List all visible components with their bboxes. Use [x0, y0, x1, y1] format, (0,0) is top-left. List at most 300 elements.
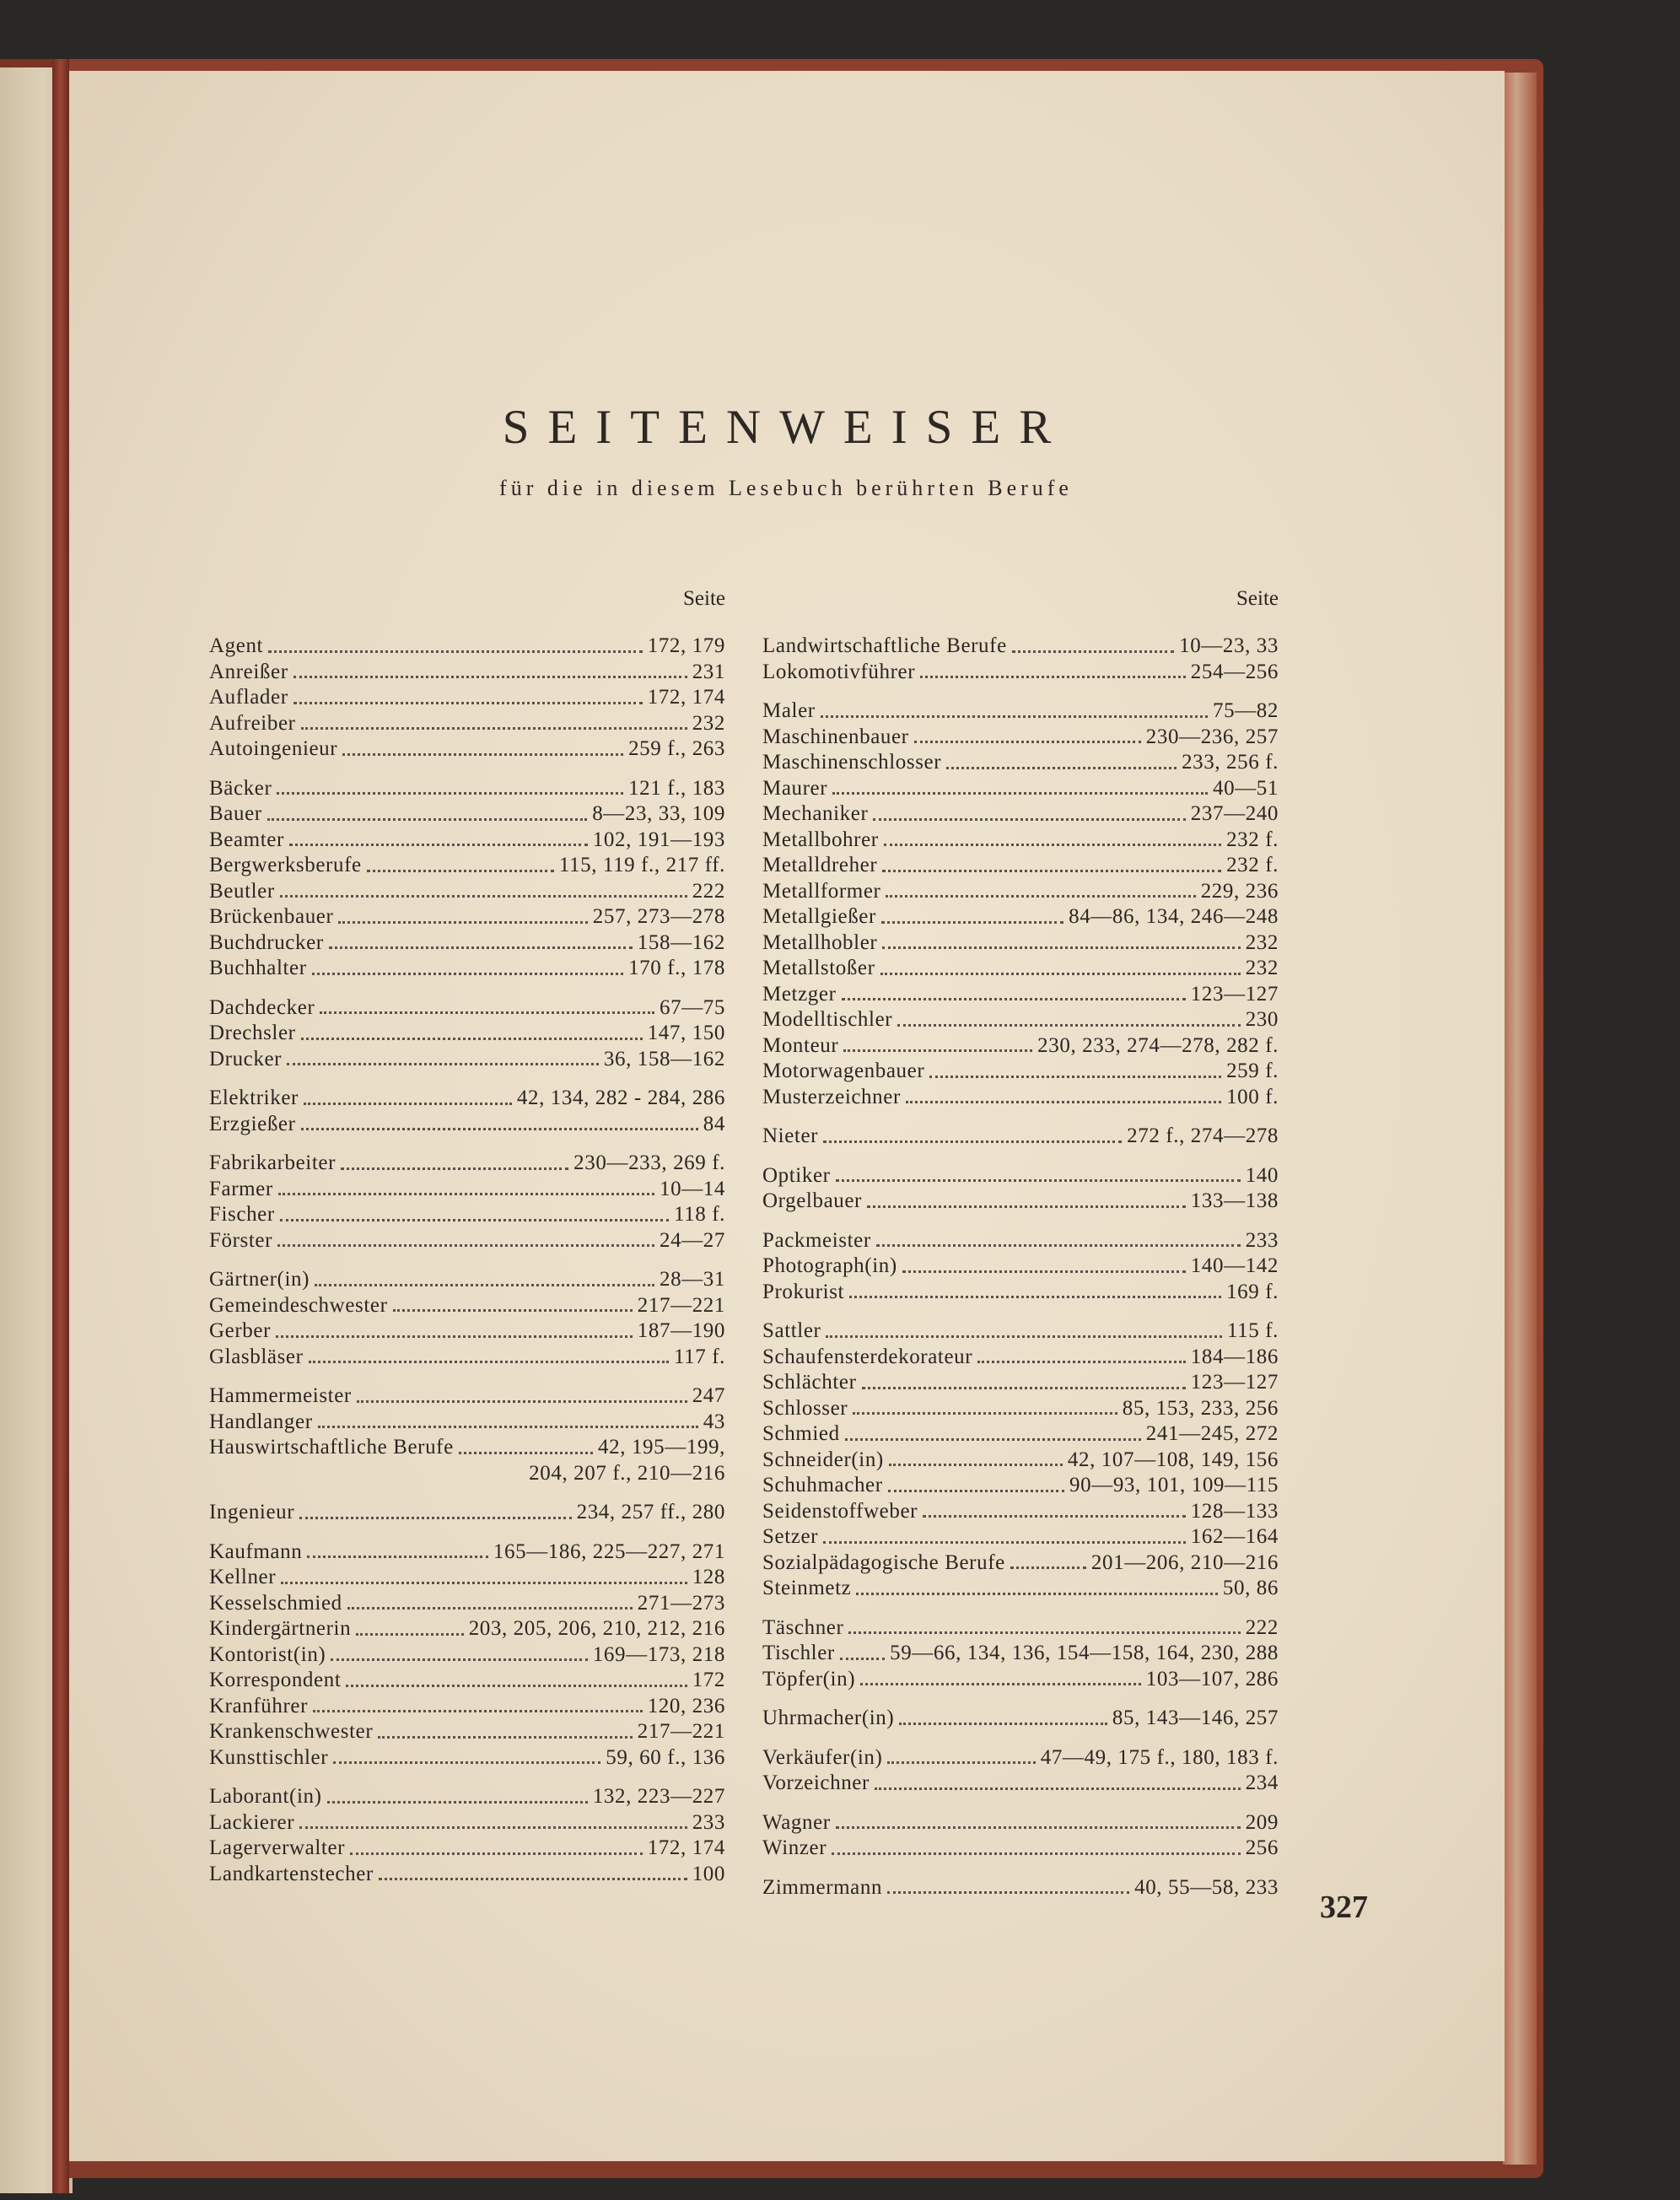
- entry-pages: 272 f., 274—278: [1127, 1124, 1279, 1147]
- dot-leader: [299, 1517, 571, 1519]
- index-entry: [209, 711, 725, 737]
- index-entry: [762, 1524, 1279, 1550]
- dot-leader: [856, 1593, 1218, 1595]
- index-entry: [762, 1448, 1279, 1474]
- index-entry: [209, 904, 725, 930]
- entry-name: Landwirtschaftliche Berufe: [762, 634, 1007, 657]
- entry-pages: 241—245, 272: [1145, 1422, 1279, 1445]
- entry-pages: 232: [1245, 930, 1279, 954]
- index-entry: [762, 776, 1279, 802]
- dot-leader: [849, 1296, 1221, 1298]
- entry-name: Schlosser: [762, 1396, 848, 1420]
- entry-pages: 100: [692, 1862, 725, 1885]
- index-entry: [762, 634, 1279, 660]
- entry-pages: 170 f., 178: [628, 957, 725, 979]
- index-column-right: [762, 581, 1279, 1914]
- index-entry: [762, 930, 1279, 957]
- entry-pages: 67—75: [660, 995, 725, 1019]
- index-entry: [762, 904, 1279, 930]
- entry-pages: 43: [703, 1410, 725, 1433]
- entry-name: Maschinenbauer: [762, 725, 909, 748]
- dot-leader: [301, 727, 687, 730]
- entry-pages: 230: [1245, 1008, 1279, 1031]
- dot-leader: [880, 973, 1241, 975]
- entry-name: Auflader: [209, 686, 288, 709]
- entry-name: Ingenieur: [209, 1501, 295, 1523]
- entry-name: Setzer: [762, 1525, 819, 1548]
- index-entry: [762, 1370, 1279, 1396]
- entry-pages: 222: [1245, 1615, 1279, 1639]
- index-entry: [762, 1396, 1279, 1422]
- entry-name: Uhrmacher(in): [762, 1707, 895, 1729]
- dot-leader: [287, 1063, 599, 1065]
- entry-pages: 169 f.: [1226, 1280, 1279, 1303]
- dot-leader: [356, 1633, 463, 1636]
- entry-pages: 233, 256 f.: [1182, 751, 1279, 774]
- dot-leader: [832, 1852, 1241, 1855]
- index-entry: [209, 685, 725, 711]
- entry-name: Wagner: [762, 1810, 831, 1834]
- entry-pages: 217—221: [637, 1293, 725, 1317]
- entry-name: Fabrikarbeiter: [209, 1151, 337, 1174]
- entry-group: [209, 995, 725, 1073]
- dot-leader: [304, 1103, 512, 1105]
- dot-leader: [821, 715, 1208, 718]
- entry-name: Winzer: [762, 1836, 827, 1859]
- entry-pages: 123—127: [1190, 1371, 1279, 1394]
- dot-leader: [301, 1128, 698, 1130]
- dot-leader: [268, 650, 643, 653]
- entry-name: Krankenschwester: [209, 1720, 374, 1743]
- dot-leader: [836, 1179, 1241, 1182]
- index-entry: [209, 1694, 725, 1720]
- entry-name: Aufreiber: [209, 711, 296, 735]
- dot-leader: [307, 1556, 488, 1558]
- entry-pages: 118 f.: [674, 1203, 725, 1226]
- entry-name: Zimmermann: [762, 1875, 883, 1899]
- dot-leader: [840, 1658, 885, 1660]
- entry-pages: 85, 143—146, 257: [1112, 1707, 1279, 1729]
- entry-name: Verkäufer(in): [762, 1745, 883, 1769]
- entry-name: Sozialpädagogische Berufe: [762, 1550, 1005, 1574]
- index-entry: [209, 1810, 725, 1836]
- entry-pages: 42, 107—108, 149, 156: [1067, 1448, 1279, 1471]
- entry-pages: 115 f.: [1227, 1319, 1279, 1342]
- entry-pages: 128: [692, 1566, 725, 1588]
- dot-leader: [347, 1607, 633, 1610]
- entry-group: [762, 1615, 1279, 1693]
- entry-name: Photograph(in): [762, 1254, 897, 1277]
- index-entry: [209, 1047, 725, 1073]
- index-entry: [209, 1293, 725, 1319]
- dot-leader: [920, 676, 1186, 678]
- index-entry: [762, 1124, 1279, 1150]
- entry-name: Schneider(in): [762, 1448, 884, 1471]
- entry-name: Buchhalter: [209, 957, 307, 979]
- index-entry: [209, 828, 725, 854]
- index-entry: [762, 1059, 1279, 1085]
- entry-pages: 172, 174: [647, 686, 725, 709]
- index-entry-continuation: [209, 1461, 725, 1487]
- entry-pages: 133—138: [1190, 1189, 1279, 1212]
- entry-pages: 47—49, 175 f., 180, 183 f.: [1040, 1745, 1279, 1769]
- index-entry: [762, 1280, 1279, 1306]
- entry-pages: 247: [692, 1384, 725, 1407]
- entry-pages: 8—23, 33, 109: [592, 802, 725, 825]
- entry-name: Monteur: [762, 1033, 839, 1057]
- entry-group: [762, 1810, 1279, 1862]
- entry-pages: 40—51: [1213, 776, 1279, 800]
- seite-header: Seite: [1236, 587, 1279, 610]
- entry-group: [762, 698, 1279, 1110]
- page-title: SEITENWEISER: [502, 401, 1070, 454]
- entry-group: [762, 1706, 1279, 1732]
- index-entry: [762, 853, 1279, 879]
- entry-pages: 232: [1245, 957, 1279, 979]
- entry-name: Metallhobler: [762, 930, 878, 954]
- entry-pages: 259 f., 263: [628, 737, 725, 760]
- entry-pages: 217—221: [637, 1720, 725, 1743]
- index-entry: [762, 1576, 1279, 1602]
- entry-name: Gärtner(in): [209, 1268, 310, 1291]
- index-entry: [762, 1254, 1279, 1280]
- dot-leader: [897, 1024, 1240, 1027]
- dot-leader: [886, 895, 1195, 898]
- index-entry: [762, 879, 1279, 905]
- page-number: 327: [1320, 1890, 1368, 1925]
- entry-pages: 59, 60 f., 136: [606, 1745, 725, 1769]
- index-entry: [209, 1318, 725, 1345]
- dot-leader: [836, 1826, 1241, 1829]
- entry-name: Anreißer: [209, 660, 288, 683]
- dot-leader: [842, 998, 1186, 1000]
- index-entry: [209, 634, 725, 660]
- entry-pages: 158—162: [637, 930, 725, 954]
- entry-name: Förster: [209, 1228, 273, 1252]
- dot-leader: [843, 1049, 1032, 1052]
- entry-pages: 140—142: [1190, 1254, 1279, 1277]
- entry-name: Metallstoßer: [762, 957, 875, 979]
- entry-pages: 204, 207 f., 210—216: [529, 1461, 725, 1485]
- entry-name: Mechaniker: [762, 802, 869, 825]
- entry-name: Kellner: [209, 1566, 277, 1588]
- cover-edge: [1503, 73, 1537, 2165]
- entry-pages: 254—256: [1190, 660, 1279, 683]
- entry-name: Kontorist(in): [209, 1642, 326, 1666]
- index-entry: [209, 1642, 725, 1669]
- dot-leader: [1010, 1566, 1086, 1569]
- dot-leader: [331, 1658, 587, 1661]
- entry-name: Bäcker: [209, 776, 272, 800]
- entry-pages: 165—186, 225—227, 271: [493, 1539, 725, 1563]
- entry-pages: 201—206, 210—216: [1090, 1550, 1279, 1574]
- entry-pages: 231: [692, 660, 725, 683]
- index-entry: [762, 1007, 1279, 1033]
- dot-leader: [906, 1101, 1221, 1103]
- entry-pages: 10—23, 33: [1179, 634, 1279, 657]
- entry-group: [209, 1267, 725, 1370]
- dot-leader: [281, 1582, 687, 1584]
- dot-leader: [277, 792, 623, 795]
- index-entry: [209, 1410, 725, 1436]
- index-page: [69, 71, 1505, 2161]
- index-entry: [209, 1539, 725, 1566]
- entry-pages: 232 f.: [1226, 854, 1279, 876]
- index-entry: [209, 879, 725, 905]
- index-entry: [209, 1862, 725, 1888]
- dot-leader: [832, 792, 1208, 795]
- index-entry: [209, 1565, 725, 1591]
- dot-leader: [315, 1284, 654, 1286]
- index-entry: [209, 1616, 725, 1642]
- entry-pages: 172, 174: [647, 1836, 725, 1859]
- entry-pages: 232 f.: [1226, 828, 1279, 851]
- index-entry: [762, 1189, 1279, 1215]
- dot-leader: [293, 702, 643, 704]
- entry-pages: 172: [692, 1669, 725, 1691]
- dot-leader: [329, 946, 633, 949]
- entry-pages: 233: [692, 1810, 725, 1834]
- entry-pages: 102, 191—193: [592, 828, 725, 851]
- entry-group: [209, 1500, 725, 1526]
- dot-leader: [923, 1515, 1186, 1518]
- dot-leader: [929, 1076, 1221, 1078]
- entry-name: Drucker: [209, 1047, 283, 1070]
- entry-name: Buchdrucker: [209, 930, 324, 954]
- entry-name: Metallbohrer: [762, 828, 879, 851]
- entry-name: Brückenbauer: [209, 905, 334, 928]
- dot-leader: [393, 1309, 633, 1312]
- entry-name: Beutler: [209, 879, 275, 903]
- entry-pages: 237—240: [1190, 802, 1279, 825]
- index-entry: [762, 1615, 1279, 1642]
- entry-pages: 203, 205, 206, 210, 212, 216: [468, 1617, 725, 1640]
- entry-pages: 140: [1245, 1163, 1279, 1187]
- index-column-left: [209, 581, 725, 1901]
- dot-leader: [881, 921, 1063, 924]
- index-entry: [762, 828, 1279, 854]
- index-entry: [209, 736, 725, 763]
- entry-pages: 209: [1245, 1810, 1279, 1834]
- dot-leader: [289, 844, 588, 846]
- index-entry: [762, 801, 1279, 828]
- index-entry: [209, 1719, 725, 1745]
- entry-name: Kindergärtnerin: [209, 1617, 352, 1640]
- dot-leader: [309, 1361, 669, 1363]
- entry-pages: 162—164: [1190, 1525, 1279, 1548]
- entry-pages: 257, 273—278: [592, 905, 725, 928]
- entry-name: Lokomotivführer: [762, 660, 916, 683]
- entry-pages: 256: [1245, 1836, 1279, 1859]
- entry-name: Elektriker: [209, 1087, 299, 1109]
- entry-pages: 100 f.: [1226, 1085, 1279, 1108]
- entry-pages: 172, 179: [647, 634, 725, 657]
- dot-leader: [276, 1335, 633, 1338]
- entry-name: Korrespondent: [209, 1669, 342, 1691]
- entry-pages: 147, 150: [647, 1022, 725, 1044]
- entry-pages: 128—133: [1190, 1499, 1279, 1523]
- dot-leader: [875, 1788, 1241, 1790]
- entry-name: Autoingenieur: [209, 737, 338, 760]
- dot-leader: [884, 844, 1221, 846]
- entry-pages: 75—82: [1213, 699, 1279, 722]
- entry-name: Prokurist: [762, 1280, 845, 1303]
- dot-leader: [342, 753, 623, 756]
- index-entry: [209, 1112, 725, 1138]
- entry-pages: 132, 223—227: [592, 1785, 725, 1808]
- entry-name: Musterzeichner: [762, 1085, 901, 1108]
- dot-leader: [333, 1761, 600, 1764]
- entry-name: Landkartenstecher: [209, 1862, 374, 1885]
- dot-leader: [312, 973, 623, 975]
- dot-leader: [887, 1891, 1129, 1894]
- entry-name: Vorzeichner: [762, 1771, 870, 1794]
- entry-pages: 222: [692, 879, 725, 903]
- entry-pages: 184—186: [1190, 1345, 1279, 1368]
- entry-name: Lagerverwalter: [209, 1836, 346, 1859]
- entry-name: Kaufmann: [209, 1539, 303, 1563]
- dot-leader: [459, 1452, 593, 1454]
- entry-groups: [209, 634, 725, 1887]
- entry-name: Töpfer(in): [762, 1667, 856, 1690]
- entry-name: Kesselschmied: [209, 1591, 342, 1615]
- index-entry: [209, 1591, 725, 1617]
- dot-leader: [848, 1631, 1240, 1634]
- entry-pages: 271—273: [637, 1591, 725, 1615]
- dot-leader: [357, 1400, 687, 1403]
- entry-pages: 115, 119 f., 217 ff.: [558, 854, 725, 876]
- index-entry: [762, 1641, 1279, 1667]
- entry-pages: 230, 233, 274—278, 282 f.: [1037, 1033, 1279, 1057]
- entry-group: [762, 1124, 1279, 1150]
- entry-pages: 36, 158—162: [603, 1047, 725, 1070]
- dot-leader: [367, 870, 554, 872]
- index-entry: [209, 1435, 725, 1461]
- seite-header: Seite: [683, 587, 725, 610]
- entry-name: Sattler: [762, 1319, 821, 1342]
- entry-name: Nieter: [762, 1124, 819, 1147]
- entry-name: Täschner: [762, 1615, 844, 1639]
- index-entry: [209, 1784, 725, 1810]
- dot-leader: [327, 1801, 588, 1804]
- entry-name: Steinmetz: [762, 1577, 852, 1599]
- entry-name: Lackierer: [209, 1810, 295, 1834]
- entry-name: Bergwerksberufe: [209, 854, 362, 876]
- dot-leader: [860, 1683, 1141, 1685]
- index-entry: [209, 1086, 725, 1112]
- entry-name: Schmied: [762, 1422, 840, 1445]
- dot-leader: [320, 1011, 654, 1014]
- index-entry: [209, 1345, 725, 1371]
- index-entry: [209, 1228, 725, 1254]
- entry-name: Erzgießer: [209, 1112, 296, 1135]
- entry-group: [762, 1228, 1279, 1306]
- index-entry: [762, 698, 1279, 725]
- index-entry: [209, 1202, 725, 1228]
- entry-name: Schlächter: [762, 1371, 857, 1394]
- dot-leader: [876, 1244, 1241, 1247]
- dot-leader: [280, 1219, 669, 1221]
- dot-leader: [379, 1878, 687, 1880]
- index-entry: [762, 1667, 1279, 1693]
- index-entry: [209, 956, 725, 982]
- entry-pages: 90—93, 101, 109—115: [1069, 1474, 1279, 1496]
- entry-name: Farmer: [209, 1177, 273, 1200]
- entry-name: Handlanger: [209, 1410, 313, 1433]
- dot-leader: [873, 818, 1185, 821]
- dot-leader: [889, 1464, 1063, 1466]
- entry-name: Motorwagenbauer: [762, 1060, 925, 1082]
- entry-name: Metallformer: [762, 879, 881, 903]
- dot-leader: [862, 1387, 1186, 1389]
- dot-leader: [914, 741, 1141, 743]
- index-entry: [762, 750, 1279, 776]
- dot-leader: [887, 1761, 1035, 1764]
- dot-leader: [867, 1205, 1186, 1208]
- index-entry: [762, 956, 1279, 982]
- index-entry: [762, 1771, 1279, 1797]
- index-entry: [209, 1021, 725, 1047]
- index-entry: [209, 660, 725, 686]
- entry-pages: 187—190: [637, 1319, 725, 1342]
- index-entry: [762, 1345, 1279, 1371]
- entry-name: Metzger: [762, 982, 837, 1006]
- entry-pages: 234: [1245, 1771, 1279, 1794]
- entry-name: Metalldreher: [762, 854, 878, 876]
- entry-pages: 84: [703, 1112, 725, 1135]
- entry-name: Fischer: [209, 1203, 275, 1226]
- entry-pages: 42, 134, 282 - 284, 286: [516, 1087, 725, 1109]
- entry-pages: 229, 236: [1200, 879, 1279, 903]
- entry-pages: 84—86, 134, 246—248: [1069, 905, 1279, 928]
- entry-name: Hauswirtschaftliche Berufe: [209, 1436, 454, 1459]
- entry-name: Drechsler: [209, 1022, 296, 1044]
- entry-name: Seidenstoffweber: [762, 1499, 918, 1523]
- index-entry: [762, 982, 1279, 1008]
- dot-leader: [341, 1167, 568, 1170]
- entry-pages: 123—127: [1190, 982, 1279, 1006]
- dot-leader: [882, 946, 1240, 949]
- entry-group: [209, 634, 725, 763]
- entry-name: Optiker: [762, 1163, 831, 1187]
- dot-leader: [823, 1541, 1186, 1544]
- index-entry: [762, 1228, 1279, 1254]
- index-entry: [209, 1745, 725, 1771]
- entry-group: [762, 1745, 1279, 1797]
- entry-name: Dachdecker: [209, 995, 315, 1019]
- entry-name: Maschinenschlosser: [762, 751, 942, 774]
- dot-leader: [350, 1852, 643, 1855]
- entry-group: [209, 1086, 725, 1137]
- entry-pages: 121 f., 183: [628, 776, 725, 800]
- index-entry: [209, 801, 725, 828]
- entry-name: Orgelbauer: [762, 1189, 862, 1212]
- dot-leader: [888, 1490, 1064, 1492]
- dot-leader: [338, 921, 587, 924]
- entry-name: Gerber: [209, 1319, 271, 1342]
- entry-pages: 234, 257 ff., 280: [576, 1501, 725, 1523]
- entry-name: Kunsttischler: [209, 1745, 329, 1769]
- entry-group: [209, 1151, 725, 1254]
- entry-pages: 59—66, 134, 136, 154—158, 164, 230, 288: [890, 1642, 1279, 1664]
- entry-pages: 120, 236: [647, 1694, 725, 1717]
- index-entry: [209, 1151, 725, 1177]
- index-entry: [209, 1668, 725, 1694]
- entry-group: [762, 634, 1279, 685]
- entry-pages: 42, 195—199,: [598, 1436, 725, 1459]
- entry-pages: 230—233, 269 f.: [573, 1151, 725, 1174]
- index-entry: [209, 1177, 725, 1203]
